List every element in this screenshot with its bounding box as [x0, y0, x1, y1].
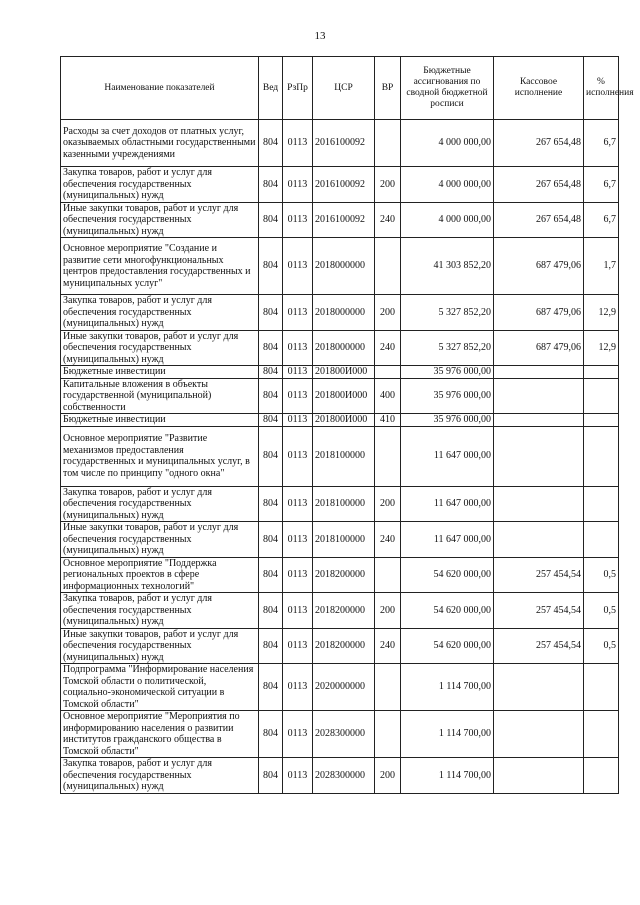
- cell-rzpr: 0113: [283, 664, 313, 711]
- cell-rzpr: 0113: [283, 758, 313, 794]
- cell-csr: 2018100000: [313, 522, 375, 558]
- cell-ved: 804: [259, 378, 283, 414]
- cell-ved: 804: [259, 628, 283, 664]
- cell-csr: 201800И000: [313, 366, 375, 379]
- cell-cash: 687 479,06: [494, 238, 584, 295]
- cell-rzpr: 0113: [283, 378, 313, 414]
- cell-cash: 267 654,48: [494, 202, 584, 238]
- cell-name: Основное мероприятие "Поддержка региональных проектов в сфере информационных технологий": [61, 557, 259, 593]
- cell-pct: 0,5: [584, 593, 619, 629]
- table-row: [61, 758, 619, 794]
- cell-cash: [494, 378, 584, 414]
- cell-rzpr: 0113: [283, 167, 313, 203]
- cell-pct: [584, 426, 619, 486]
- cell-vr: 240: [375, 202, 401, 238]
- cell-ved: 804: [259, 167, 283, 203]
- cell-rzpr: 0113: [283, 628, 313, 664]
- table-row: [61, 628, 619, 664]
- cell-rzpr: 0113: [283, 295, 313, 331]
- cell-csr: 2016100092: [313, 167, 375, 203]
- cell-ved: 804: [259, 238, 283, 295]
- table-row: [61, 378, 619, 414]
- table-row: [61, 414, 619, 427]
- cell-cash: [494, 758, 584, 794]
- cell-pct: 12,9: [584, 295, 619, 331]
- cell-rzpr: 0113: [283, 330, 313, 366]
- cell-name: Иные закупки товаров, работ и услуг для обеспечения государственных (муниципальных) нужд: [61, 330, 259, 366]
- cell-pct: 0,5: [584, 628, 619, 664]
- cell-vr: 410: [375, 414, 401, 427]
- cell-assignments: 5 327 852,20: [401, 295, 494, 331]
- cell-ved: 804: [259, 664, 283, 711]
- cell-name: Закупка товаров, работ и услуг для обеспечения государственных (муниципальных) нужд: [61, 593, 259, 629]
- cell-vr: 240: [375, 522, 401, 558]
- cell-name: Иные закупки товаров, работ и услуг для обеспечения государственных (муниципальных) нужд: [61, 628, 259, 664]
- cell-rzpr: 0113: [283, 486, 313, 522]
- cell-name: Бюджетные инвестиции: [61, 414, 259, 427]
- cell-assignments: 4 000 000,00: [401, 120, 494, 167]
- table-row: [61, 238, 619, 295]
- cell-assignments: 35 976 000,00: [401, 378, 494, 414]
- cell-name: Закупка товаров, работ и услуг для обеспечения государственных (муниципальных) нужд: [61, 295, 259, 331]
- table-row: [61, 366, 619, 379]
- cell-name: Капитальные вложения в объекты государственной (муниципальной) собственности: [61, 378, 259, 414]
- header-vr: ВР: [375, 57, 401, 120]
- cell-assignments: 5 327 852,20: [401, 330, 494, 366]
- cell-cash: 687 479,06: [494, 295, 584, 331]
- cell-vr: 240: [375, 628, 401, 664]
- page-number: 13: [314, 30, 326, 42]
- cell-vr: [375, 366, 401, 379]
- table-row: [61, 711, 619, 758]
- cell-vr: 200: [375, 295, 401, 331]
- cell-vr: 240: [375, 330, 401, 366]
- cell-cash: 257 454,54: [494, 628, 584, 664]
- cell-rzpr: 0113: [283, 711, 313, 758]
- cell-pct: 1,7: [584, 238, 619, 295]
- cell-rzpr: 0113: [283, 366, 313, 379]
- table-row: [61, 522, 619, 558]
- cell-csr: 2020000000: [313, 664, 375, 711]
- cell-pct: [584, 711, 619, 758]
- cell-ved: 804: [259, 522, 283, 558]
- cell-vr: 400: [375, 378, 401, 414]
- header-pct: % исполнения: [584, 57, 619, 120]
- cell-assignments: 1 114 700,00: [401, 711, 494, 758]
- cell-cash: 257 454,54: [494, 593, 584, 629]
- cell-vr: [375, 238, 401, 295]
- cell-name: Закупка товаров, работ и услуг для обеспечения государственных (муниципальных) нужд: [61, 758, 259, 794]
- table-row: [61, 593, 619, 629]
- cell-name: Расходы за счет доходов от платных услуг, оказываемых областными государственными казенными учреждениями: [61, 120, 259, 167]
- cell-name: Иные закупки товаров, работ и услуг для обеспечения государственных (муниципальных) нужд: [61, 202, 259, 238]
- cell-csr: 2018200000: [313, 557, 375, 593]
- cell-assignments: 41 303 852,20: [401, 238, 494, 295]
- cell-csr: 2018100000: [313, 486, 375, 522]
- cell-csr: 201800И000: [313, 414, 375, 427]
- header-name: Наименование показателей: [61, 57, 259, 120]
- cell-csr: 2018100000: [313, 426, 375, 486]
- cell-ved: 804: [259, 711, 283, 758]
- cell-rzpr: 0113: [283, 593, 313, 629]
- table-header-row: [61, 57, 619, 120]
- cell-cash: 267 654,48: [494, 120, 584, 167]
- cell-pct: 0,5: [584, 557, 619, 593]
- cell-vr: [375, 557, 401, 593]
- cell-vr: [375, 426, 401, 486]
- cell-pct: [584, 414, 619, 427]
- cell-assignments: 11 647 000,00: [401, 426, 494, 486]
- cell-pct: 6,7: [584, 167, 619, 203]
- cell-name: Закупка товаров, работ и услуг для обеспечения государственных (муниципальных) нужд: [61, 486, 259, 522]
- cell-cash: 687 479,06: [494, 330, 584, 366]
- cell-assignments: 35 976 000,00: [401, 414, 494, 427]
- cell-ved: 804: [259, 414, 283, 427]
- budget-table: [60, 56, 634, 794]
- cell-cash: [494, 366, 584, 379]
- cell-name: Подпрограмма "Информирование населения Томской области о политической, социально-экономической ситуации в Томской области": [61, 664, 259, 711]
- cell-vr: [375, 711, 401, 758]
- cell-assignments: 54 620 000,00: [401, 557, 494, 593]
- cell-vr: 200: [375, 486, 401, 522]
- cell-cash: [494, 664, 584, 711]
- cell-pct: [584, 522, 619, 558]
- cell-assignments: 1 114 700,00: [401, 758, 494, 794]
- cell-csr: 2016100092: [313, 202, 375, 238]
- cell-rzpr: 0113: [283, 202, 313, 238]
- table-row: [61, 167, 619, 203]
- cell-ved: 804: [259, 120, 283, 167]
- cell-ved: 804: [259, 366, 283, 379]
- header-rzpr: РзПр: [283, 57, 313, 120]
- cell-csr: 2028300000: [313, 758, 375, 794]
- cell-csr: 2018000000: [313, 295, 375, 331]
- table-row: [61, 486, 619, 522]
- cell-assignments: 35 976 000,00: [401, 366, 494, 379]
- cell-pct: [584, 378, 619, 414]
- cell-name: Основное мероприятие "Мероприятия по информированию населения о развитии институтов гражданского общества в Томской области": [61, 711, 259, 758]
- cell-pct: [584, 758, 619, 794]
- table-row: [61, 426, 619, 486]
- cell-cash: [494, 426, 584, 486]
- cell-name: Иные закупки товаров, работ и услуг для обеспечения государственных (муниципальных) нужд: [61, 522, 259, 558]
- cell-cash: 267 654,48: [494, 167, 584, 203]
- cell-pct: [584, 664, 619, 711]
- cell-ved: 804: [259, 486, 283, 522]
- cell-rzpr: 0113: [283, 414, 313, 427]
- cell-assignments: 4 000 000,00: [401, 167, 494, 203]
- cell-ved: 804: [259, 593, 283, 629]
- cell-pct: 6,7: [584, 202, 619, 238]
- cell-vr: 200: [375, 758, 401, 794]
- cell-cash: [494, 414, 584, 427]
- cell-vr: 200: [375, 167, 401, 203]
- cell-cash: 257 454,54: [494, 557, 584, 593]
- cell-csr: 2028300000: [313, 711, 375, 758]
- header-ved: Вед: [259, 57, 283, 120]
- cell-ved: 804: [259, 758, 283, 794]
- cell-ved: 804: [259, 202, 283, 238]
- cell-pct: 6,7: [584, 120, 619, 167]
- cell-cash: [494, 711, 584, 758]
- cell-vr: 200: [375, 593, 401, 629]
- cell-rzpr: 0113: [283, 426, 313, 486]
- cell-pct: [584, 486, 619, 522]
- table-row: [61, 664, 619, 711]
- cell-ved: 804: [259, 557, 283, 593]
- cell-csr: 2018000000: [313, 330, 375, 366]
- cell-assignments: 1 114 700,00: [401, 664, 494, 711]
- cell-assignments: 11 647 000,00: [401, 522, 494, 558]
- cell-csr: 2018200000: [313, 628, 375, 664]
- cell-csr: 2018000000: [313, 238, 375, 295]
- cell-cash: [494, 486, 584, 522]
- cell-name: Основное мероприятие "Развитие механизмов предоставления государственных и муниципальных услуг, в том числе по принципу "одного окна": [61, 426, 259, 486]
- cell-name: Закупка товаров, работ и услуг для обеспечения государственных (муниципальных) нужд: [61, 167, 259, 203]
- table-row: [61, 202, 619, 238]
- cell-cash: [494, 522, 584, 558]
- header-csr: ЦСР: [313, 57, 375, 120]
- cell-vr: [375, 664, 401, 711]
- header-assignments: Бюджетные ассигнования по сводной бюджетной росписи: [401, 57, 494, 120]
- cell-pct: 12,9: [584, 330, 619, 366]
- cell-pct: [584, 366, 619, 379]
- table-row: [61, 120, 619, 167]
- cell-assignments: 11 647 000,00: [401, 486, 494, 522]
- header-cash: Кассовое исполнение: [494, 57, 584, 120]
- cell-rzpr: 0113: [283, 120, 313, 167]
- cell-rzpr: 0113: [283, 522, 313, 558]
- table-row: [61, 295, 619, 331]
- cell-name: Основное мероприятие "Создание и развитие сети многофункциональных центров предоставления государственных и муниципальных услуг": [61, 238, 259, 295]
- cell-rzpr: 0113: [283, 557, 313, 593]
- cell-ved: 804: [259, 295, 283, 331]
- cell-vr: [375, 120, 401, 167]
- cell-ved: 804: [259, 426, 283, 486]
- table-row: [61, 330, 619, 366]
- cell-csr: 2016100092: [313, 120, 375, 167]
- cell-rzpr: 0113: [283, 238, 313, 295]
- cell-assignments: 4 000 000,00: [401, 202, 494, 238]
- table-row: [61, 557, 619, 593]
- cell-assignments: 54 620 000,00: [401, 593, 494, 629]
- cell-csr: 2018200000: [313, 593, 375, 629]
- cell-csr: 201800И000: [313, 378, 375, 414]
- cell-assignments: 54 620 000,00: [401, 628, 494, 664]
- cell-name: Бюджетные инвестиции: [61, 366, 259, 379]
- cell-ved: 804: [259, 330, 283, 366]
